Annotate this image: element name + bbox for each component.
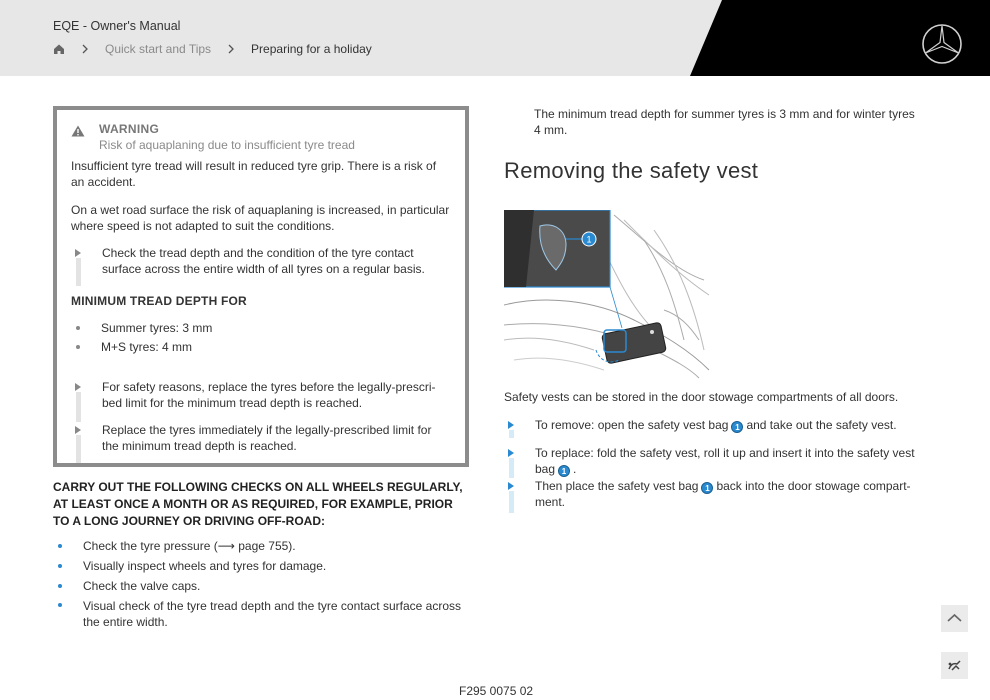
warning-step-2: For safety reasons, replace the tyres before the legally-prescri- bed limit for the minimum tread depth is reached. bbox=[102, 380, 436, 410]
bullet-dot bbox=[58, 584, 62, 588]
app-title: EQE - Owner's Manual bbox=[53, 19, 181, 33]
scroll-to-top-button[interactable] bbox=[941, 605, 968, 632]
vest-step-place-b: back into the door stowage compart- ment. bbox=[535, 479, 911, 509]
chevron-up-icon bbox=[941, 605, 968, 632]
warning-box bbox=[53, 106, 469, 467]
feedback-icon bbox=[941, 652, 968, 679]
warning-step-1: Check the tread depth and the condition of the tyre contact surface across the entire width of all tyres on a regular basis. bbox=[102, 246, 425, 276]
warning-para-2: On a wet road surface the risk of aquaplaning is increased, in particular where speed is not adapted to suit the conditions. bbox=[71, 203, 450, 233]
vest-step-replace-b: . bbox=[573, 462, 577, 476]
bag-callout-icon: 1 bbox=[701, 482, 713, 494]
safety-vest-illustration[interactable] bbox=[504, 210, 712, 380]
checks-heading: CARRY OUT THE FOLLOWING CHECKS ON ALL WHEELS REGULARLY, AT LEAST ONCE A MONTH OR AS REQUIRED, FOR EXAMPLE, PRIOR TO A LONG JOURNEY OR DRIVING OFF-ROAD: bbox=[53, 480, 463, 528]
vest-step-replace bbox=[535, 445, 925, 477]
check-item-inspect: Visually inspect wheels and tyres for damage. bbox=[83, 559, 327, 573]
section-heading: Removing the safety vest bbox=[504, 158, 759, 183]
breadcrumb bbox=[53, 42, 372, 56]
figure-code: F295 0075 02 bbox=[459, 684, 534, 698]
bullet-dot bbox=[58, 544, 62, 548]
warning-step-3: Replace the tyres immediately if the legally-prescribed limit for the minimum tread depth is reached. bbox=[102, 423, 432, 453]
bag-callout-icon: 1 bbox=[731, 421, 743, 433]
warning-title: WARNING bbox=[99, 122, 160, 136]
warning-triangle-icon bbox=[71, 125, 85, 137]
chevron-right-icon bbox=[81, 44, 89, 54]
home-icon[interactable] bbox=[53, 43, 65, 55]
min-tread-heading: MINIMUM TREAD DEPTH FOR bbox=[71, 294, 247, 308]
check-item-valve: Check the valve caps. bbox=[83, 579, 201, 593]
stowage-text: Safety vests can be stored in the door stowage compartments of all doors. bbox=[504, 390, 899, 404]
vest-step-remove-a: To remove: open the safety vest bag bbox=[535, 418, 729, 432]
brand-star-logo[interactable] bbox=[921, 23, 963, 65]
vest-step-remove-b: and take out the safety vest. bbox=[746, 418, 897, 432]
min-item-summer: Summer tyres: 3 mm bbox=[101, 321, 213, 335]
check-item-pressure[interactable]: Check the tyre pressure (⟶ page 755). bbox=[83, 539, 296, 553]
feedback-button[interactable] bbox=[941, 652, 968, 679]
vest-step-place-a: Then place the safety vest bag bbox=[535, 479, 699, 493]
vest-step-remove bbox=[535, 417, 925, 433]
bullet-dot bbox=[58, 603, 62, 607]
warning-subtitle: Risk of aquaplaning due to insufficient tyre tread bbox=[99, 138, 355, 152]
bag-callout-icon: 1 bbox=[558, 465, 570, 477]
vest-step-replace-a: To replace: fold the safety vest, roll it up and insert it into the safety vest bag bbox=[535, 446, 915, 476]
bullet-dot bbox=[58, 564, 62, 568]
chevron-right-icon bbox=[227, 44, 235, 54]
callout-number: 1 bbox=[586, 234, 592, 245]
breadcrumb-current: Preparing for a holiday bbox=[251, 42, 372, 56]
tread-intro: The minimum tread depth for summer tyres is 3 mm and for winter tyres 4 mm. bbox=[534, 107, 915, 137]
min-item-ms: M+S tyres: 4 mm bbox=[101, 340, 193, 354]
check-item-tread: Visual check of the tyre tread depth and the tyre contact surface across the entire width. bbox=[83, 599, 461, 629]
vest-step-place bbox=[535, 478, 920, 510]
bullet-dot bbox=[76, 345, 80, 349]
bullet-dot bbox=[76, 326, 80, 330]
warning-para-1: Insufficient tyre tread will result in reduced tyre grip. There is a risk of an accident. bbox=[71, 159, 437, 189]
breadcrumb-link-quick-start[interactable]: Quick start and Tips bbox=[105, 42, 212, 56]
